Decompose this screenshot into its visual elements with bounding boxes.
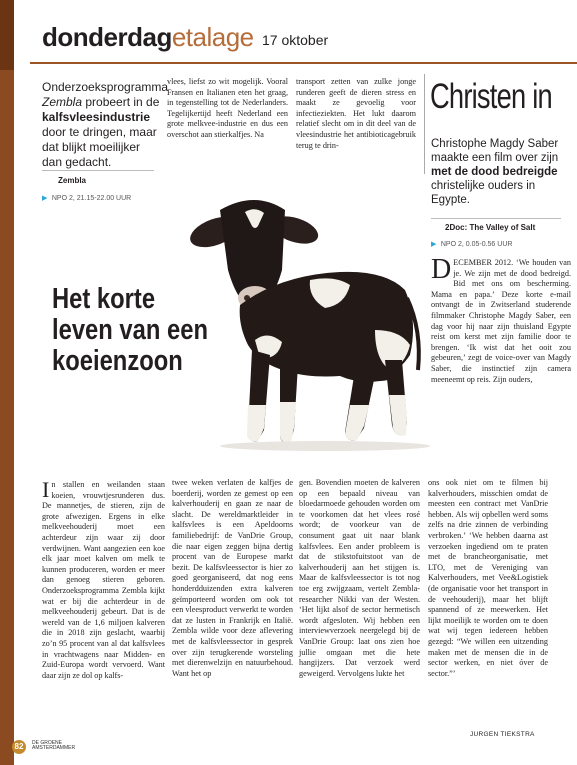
body-column-1-text: n stallen en weilanden staan koeien, vrouwtjesrunderen dus. De mannetjes, de stieren, zijn de grote afwezigen. Ergens in elke melkveehouderij moet een achterdeur zijn waar zij door verdwijnen. Want aangezien een koe elk jaar moet kalven om melk te kunnen produceren, worden er meer dan genoeg stieren geboren. Onderzoeksprogramma Zembla kijkt wat er bij die achterdeur in de melkveehouderij gebeurt. Dat is de wereld van de 1,6 miljoen kalveren die in 2018 zijn geslacht, waarbij zo’n 95 procent van al dat kalfsvlees in vrachtwagens naar Midden- en Zuid-Europa wordt vervoerd. Want daar zijn ze dol op kalfs- [42,480,165,680]
section-title [42,22,254,53]
side-intro-text: Christophe Magdy Saber maakte een film over zijn [431,138,559,164]
section-title-part1: donderdag [42,22,172,52]
section-title-part2: etalage [171,22,254,52]
side-program-time: NPO 2, 0.05-0.56 UUR [440,241,513,248]
headline-line-3: koeienzoon [52,345,183,377]
side-article-body-text: ECEMBER 2012. ‘We houden van je. We zijn met de dood bedreigd. Bid met ons om bescherming. Mama en papa.’ Deze korte e-mail ontvangt de in Zwitserland studerende filmmaker Christophe Magdy Saber, een dag voor hij naar zijn thuisland Egypte reist om kerst met zijn familie door te brengen. ‘Ik wist dat het ooit zou gebeuren,’ zegt de voice-over van Magdy Saber, die instinctief zijn camera meeneemt op reis. Zijn ouders, [431,258,571,384]
side-article-title: Christen in [430,77,552,116]
logo-line-2: AMSTERDAMMER [32,745,76,751]
body-column-3: gen. Bovendien moeten de kalveren op een bepaald niveau van bloedarmoede gehouden worden om te voorkomen dat het vlees rosé wordt; de voorkeur van de consument gaat uit naar blank kalfsvlees. Een ander probleem is dat de stikstofuitstoot van de kalverhouderij aan het stijgen is. Maar de kalfsvleessector is tot nog toe erg zwijgzaam, vertelt Zembla-researcher Nikki van der Westen. ‘Het lijkt alsof de sector hermetisch wordt afgesloten. Wij hebben een interviewverzoek neergelegd bij de VanDrie Group: laat ons zien hoe jullie omgaan met die hete hangijzers. Dat verzoek werd geweigerd. Vervolgens lukte het [299,478,420,678]
side-program-rule [431,218,561,219]
headline-line-1: Het korte [52,283,156,315]
headline-line-2: leven van een [52,314,208,346]
intro-blurb [42,80,169,170]
article-headline [52,284,208,377]
intro-text-2: probeert in de [82,95,160,109]
magazine-logo [32,741,75,751]
intro-text: Onderzoeksprogramma [42,80,169,94]
top-column-1: vlees, liefst zo wit mogelijk. Vooral Fransen en Italianen eten het graag, in tegenstelling tot de Nederlanders. Tegelijkertijd heeft Nederland een grote melkvee-industrie en dus een overschot aan stierkalfjes. Na [167,77,288,139]
logo-line-1: DE GROENE [32,740,63,746]
right-column-divider [424,74,425,174]
side-article-body [431,254,571,385]
page-edge-bar [0,0,14,765]
side-program-time-row [431,233,512,251]
body-column-1 [42,477,165,681]
intro-program: Zembla [42,95,83,109]
side-article-intro [431,137,571,207]
header-rule [30,62,577,64]
side-intro-bold: met de dood bedreigde [431,166,558,178]
side-program-name: 2Doc: The Valley of Salt [445,223,536,232]
intro-text-3: door te dringen, maar dat blijkt moeilijker dan gedacht. [42,125,157,169]
program-time-row [42,187,131,205]
program-name: Zembla [58,176,87,185]
issue-date: 17 oktober [262,32,329,48]
body-column-2: twee weken verlaten de kalfjes de boerderij, worden ze gemest op een kalverhouderij en gaan ze naar de slacht. De wereldmarktleider in kalfsvlees is een Apeldoorns familiebedrijf: de VanDrie Group, die naar eigen zeggen bijna dertig procent van de Europese markt bezit. De kalfsvleessector is hier zo goed georganiseerd, dat nog eens honderdduizenden extra kalveren geïmporteerd worden om ook tot een vleesproduct verwerkt te worden dat ze lusten in Frankrijk en Italië. Zembla wilde voor deze aflevering met de kalfsvleessector in gesprek over zijn terugkerende worsteling met dierenwelzijn en natuurbehoud. Want het op [172,478,293,678]
body-dropcap: I [42,477,50,502]
tv-play-icon: ▶ [431,241,437,248]
side-intro-text-2: christelijke ouders in Egypte. [431,180,536,206]
side-dropcap: D [431,254,452,285]
page-number-badge: 82 [12,740,26,754]
intro-rule [42,170,154,171]
page-edge-tab [0,0,14,70]
byline: JURGEN TIEKSTRA [470,731,535,738]
intro-bold: kalfsvleesindustrie [42,110,151,124]
body-column-4: ons ook niet om te filmen bij kalverhouders, misschien omdat de meesten een contract met VanDrie hebben. Als wij opbellen werd soms zelfs na drie zinnen de verbinding verbroken.’ ‘We hebben daarna ast verzoeken ingediend om te praten met de brancheorganisatie, met LTO, met de Vereniging van Kalverhouders, met Vee&Logistiek (de organisatie voor het transport in de veehouderij), maar het blijft spannend of ze meewerken. Het lijkt moeilijk te worden om te doen wat wij tegen iedereen hebben gezegd: “We willen een uitzending maken met de mensen die in de sector werken, en niet óver de sector.”’ [428,478,548,678]
program-time: NPO 2, 21.15-22.00 UUR [51,195,132,202]
top-column-2: transport zetten van zulke jonge runderen geeft de dieren stress en maakt ze gevoelig voor infectieziekten. Het lukt daarom relatief slecht om in dit deel van de vleesindustrie het antibioticagebruik terug te drin- [296,77,416,150]
tv-play-icon: ▶ [42,195,48,202]
